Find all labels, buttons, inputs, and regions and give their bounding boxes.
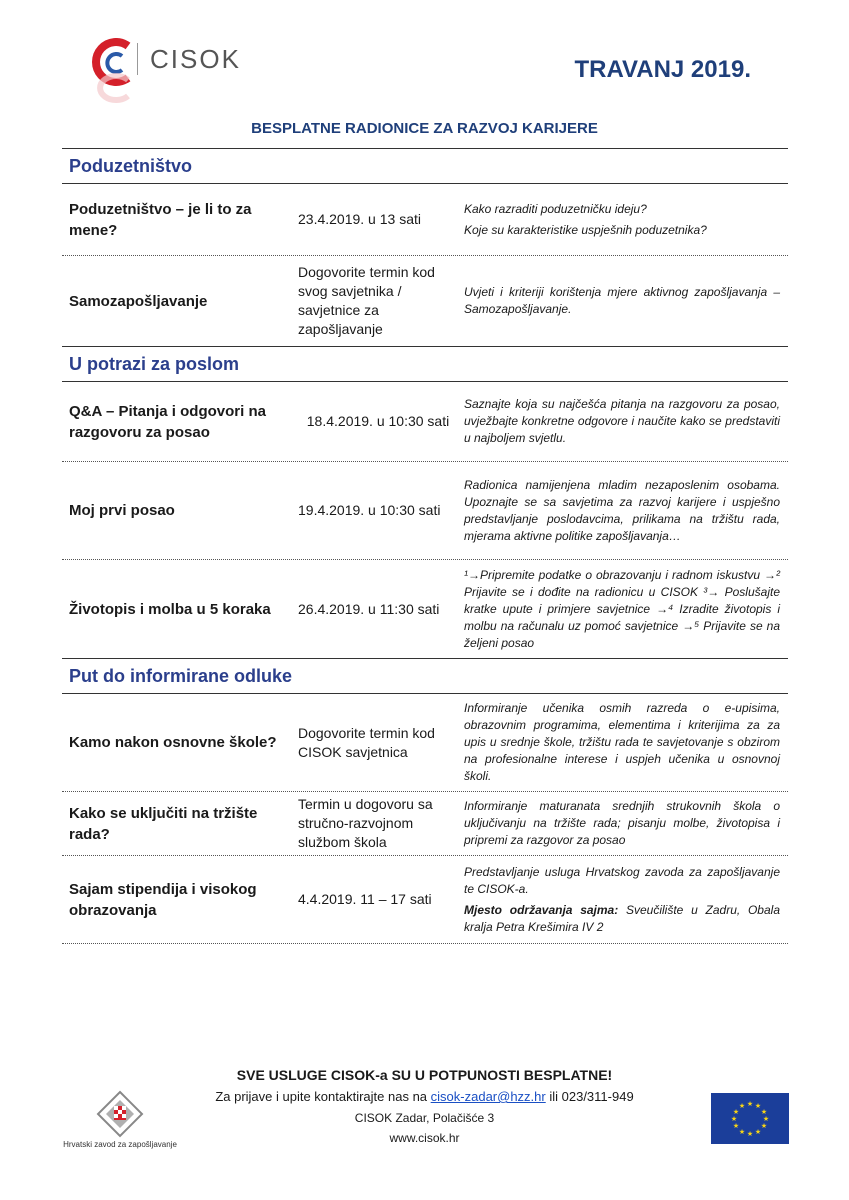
workshop-description: Kako razraditi poduzetničku ideju? Koje su karakteristike uspješnih poduzetnika?	[464, 201, 707, 237]
workshop-table	[62, 148, 788, 944]
table-row	[62, 792, 788, 856]
svg-text:★: ★	[746, 1130, 754, 1138]
workshop-time: 19.4.2019. u 10:30 sati	[298, 502, 441, 518]
section-header: Put do informirane odluke	[62, 658, 788, 694]
workshop-name: Sajam stipendija i visokog obrazovanja	[69, 880, 257, 919]
svg-text:★: ★	[732, 1108, 740, 1116]
table-row	[62, 184, 788, 256]
logo-divider	[137, 43, 138, 75]
workshop-name: Kako se uključiti na tržište rada?	[69, 804, 258, 843]
svg-text:★: ★	[760, 1108, 768, 1116]
workshop-description: Informiranje maturanata srednjih strukovnih škola o uključivanju na tržište rada; pisanju molbe, životopisa i pripremi za razgovor za posao	[464, 799, 780, 847]
workshop-name: Poduzetništvo – je li to za mene?	[69, 200, 252, 239]
month-title: TRAVANJ 2019.	[574, 56, 751, 83]
venue-label: Mjesto održavanja sajma:	[464, 902, 619, 917]
workshop-name: Životopis i molba u 5 koraka	[69, 600, 271, 618]
workshop-description: ¹→Pripremite podatke o obrazovanju i radnom iskustvu →² Prijavite se i dođite na radionicu u CISOK ³→ Poslušajte kratke upute i primjere savjetnice →⁴ Izradite životopis i molbu na računalu uz pomoć savjetnice →⁵ Prijavite se na željeni posao	[464, 567, 780, 650]
svg-text:★: ★	[732, 1122, 740, 1130]
table-row	[62, 694, 788, 792]
logo-wordmark: CISOK	[150, 44, 241, 74]
address: CISOK Zadar, Polačišće 3	[354, 1111, 495, 1125]
workshop-name: Moj prvi posao	[69, 502, 175, 519]
svg-text:★: ★	[754, 1128, 762, 1136]
table-row	[62, 856, 788, 944]
svg-text:★: ★	[746, 1100, 754, 1108]
hzz-caption: Hrvatski zavod za zapošljavanje	[63, 1140, 177, 1149]
workshop-time: 26.4.2019. u 11:30 sati	[298, 600, 440, 617]
page-subtitle: BESPLATNE RADIONICE ZA RAZVOJ KARIJERE	[251, 120, 598, 137]
workshop-description: Radionica namijenjena mladim nezaposlenim osobama. Upoznajte se sa savjetima za razvoj karijere i uspješno predstavljanje poslodavcima, prilikama na tržištu rada, mjerama aktivne politike zapošljavanja…	[464, 477, 780, 543]
svg-text:★: ★	[754, 1102, 762, 1110]
workshop-name: Kamo nakon osnovne škole?	[69, 734, 277, 751]
svg-text:★: ★	[738, 1128, 746, 1136]
table-row	[62, 256, 788, 346]
svg-text:★: ★	[762, 1115, 770, 1123]
workshop-name: Q&A – Pitanja i odgovori na razgovoru za posao	[69, 402, 266, 441]
section-header: U potrazi za poslom	[62, 346, 788, 382]
free-services-notice: SVE USLUGE CISOK-a SU U POTPUNOSTI BESPLATNE!	[236, 1067, 613, 1083]
svg-text:★: ★	[738, 1102, 746, 1110]
workshop-time: Dogovorite termin kod svog savjetnika / savjetnice za zapošljavanje	[298, 264, 435, 337]
workshop-time: Dogovorite termin kod CISOK savjetnica	[298, 724, 435, 760]
svg-text:★: ★	[730, 1115, 738, 1123]
website-link[interactable]: www.cisok.hr	[389, 1131, 460, 1145]
workshop-time: Termin u dogovoru sa stručno-razvojnom službom škola	[298, 796, 433, 850]
svg-text:★: ★	[760, 1122, 768, 1130]
workshop-description: Informiranje učenika osmih razreda o e-upisima, obrazovnim programima, elementima i kriterijima za za upis u srednje škole, tržištu rada te savjetovanje s obzirom na profesionalne interese i uspjeh učenika u osnovnoj školi.	[464, 701, 780, 783]
table-row	[62, 382, 788, 462]
table-row	[62, 560, 788, 658]
workshop-time: 4.4.2019. 11 – 17 sati	[298, 891, 432, 907]
table-row	[62, 462, 788, 560]
venue-text: Sveučilište u Zadru, Obala kralja Petra Krešimira IV 2	[464, 902, 780, 934]
contact-line: Za prijave i upite kontaktirajte nas na cisok-zadar@hzz.hr ili 023/311-949	[215, 1089, 634, 1104]
workshop-description: Predstavljanje usluga Hrvatskog zavoda za zapošljavanje te CISOK-a. Mjesto održavanja sajma: Sveučilište u Zadru, Obala kralja Petra Krešimira IV 2	[464, 864, 780, 934]
workshop-time: 23.4.2019. u 13 sati	[298, 211, 421, 227]
workshop-name: Samozapošljavanje	[69, 292, 208, 310]
section-header: Poduzetništvo	[62, 148, 788, 184]
eu-flag	[711, 1093, 789, 1144]
workshop-description: Uvjeti i kriteriji korištenja mjere aktivnog zapošljavanja – Samozapošljavanje.	[464, 285, 780, 316]
email-link[interactable]: cisok-zadar@hzz.hr	[430, 1089, 546, 1104]
workshop-time: 18.4.2019. u 10:30 sati	[306, 413, 450, 429]
workshop-description: Saznajte koja su najčešća pitanja na razgovoru za posao, uvježbajte konkretne odgovore i naučite kako se predstaviti u najboljem svjetlu.	[464, 397, 780, 445]
